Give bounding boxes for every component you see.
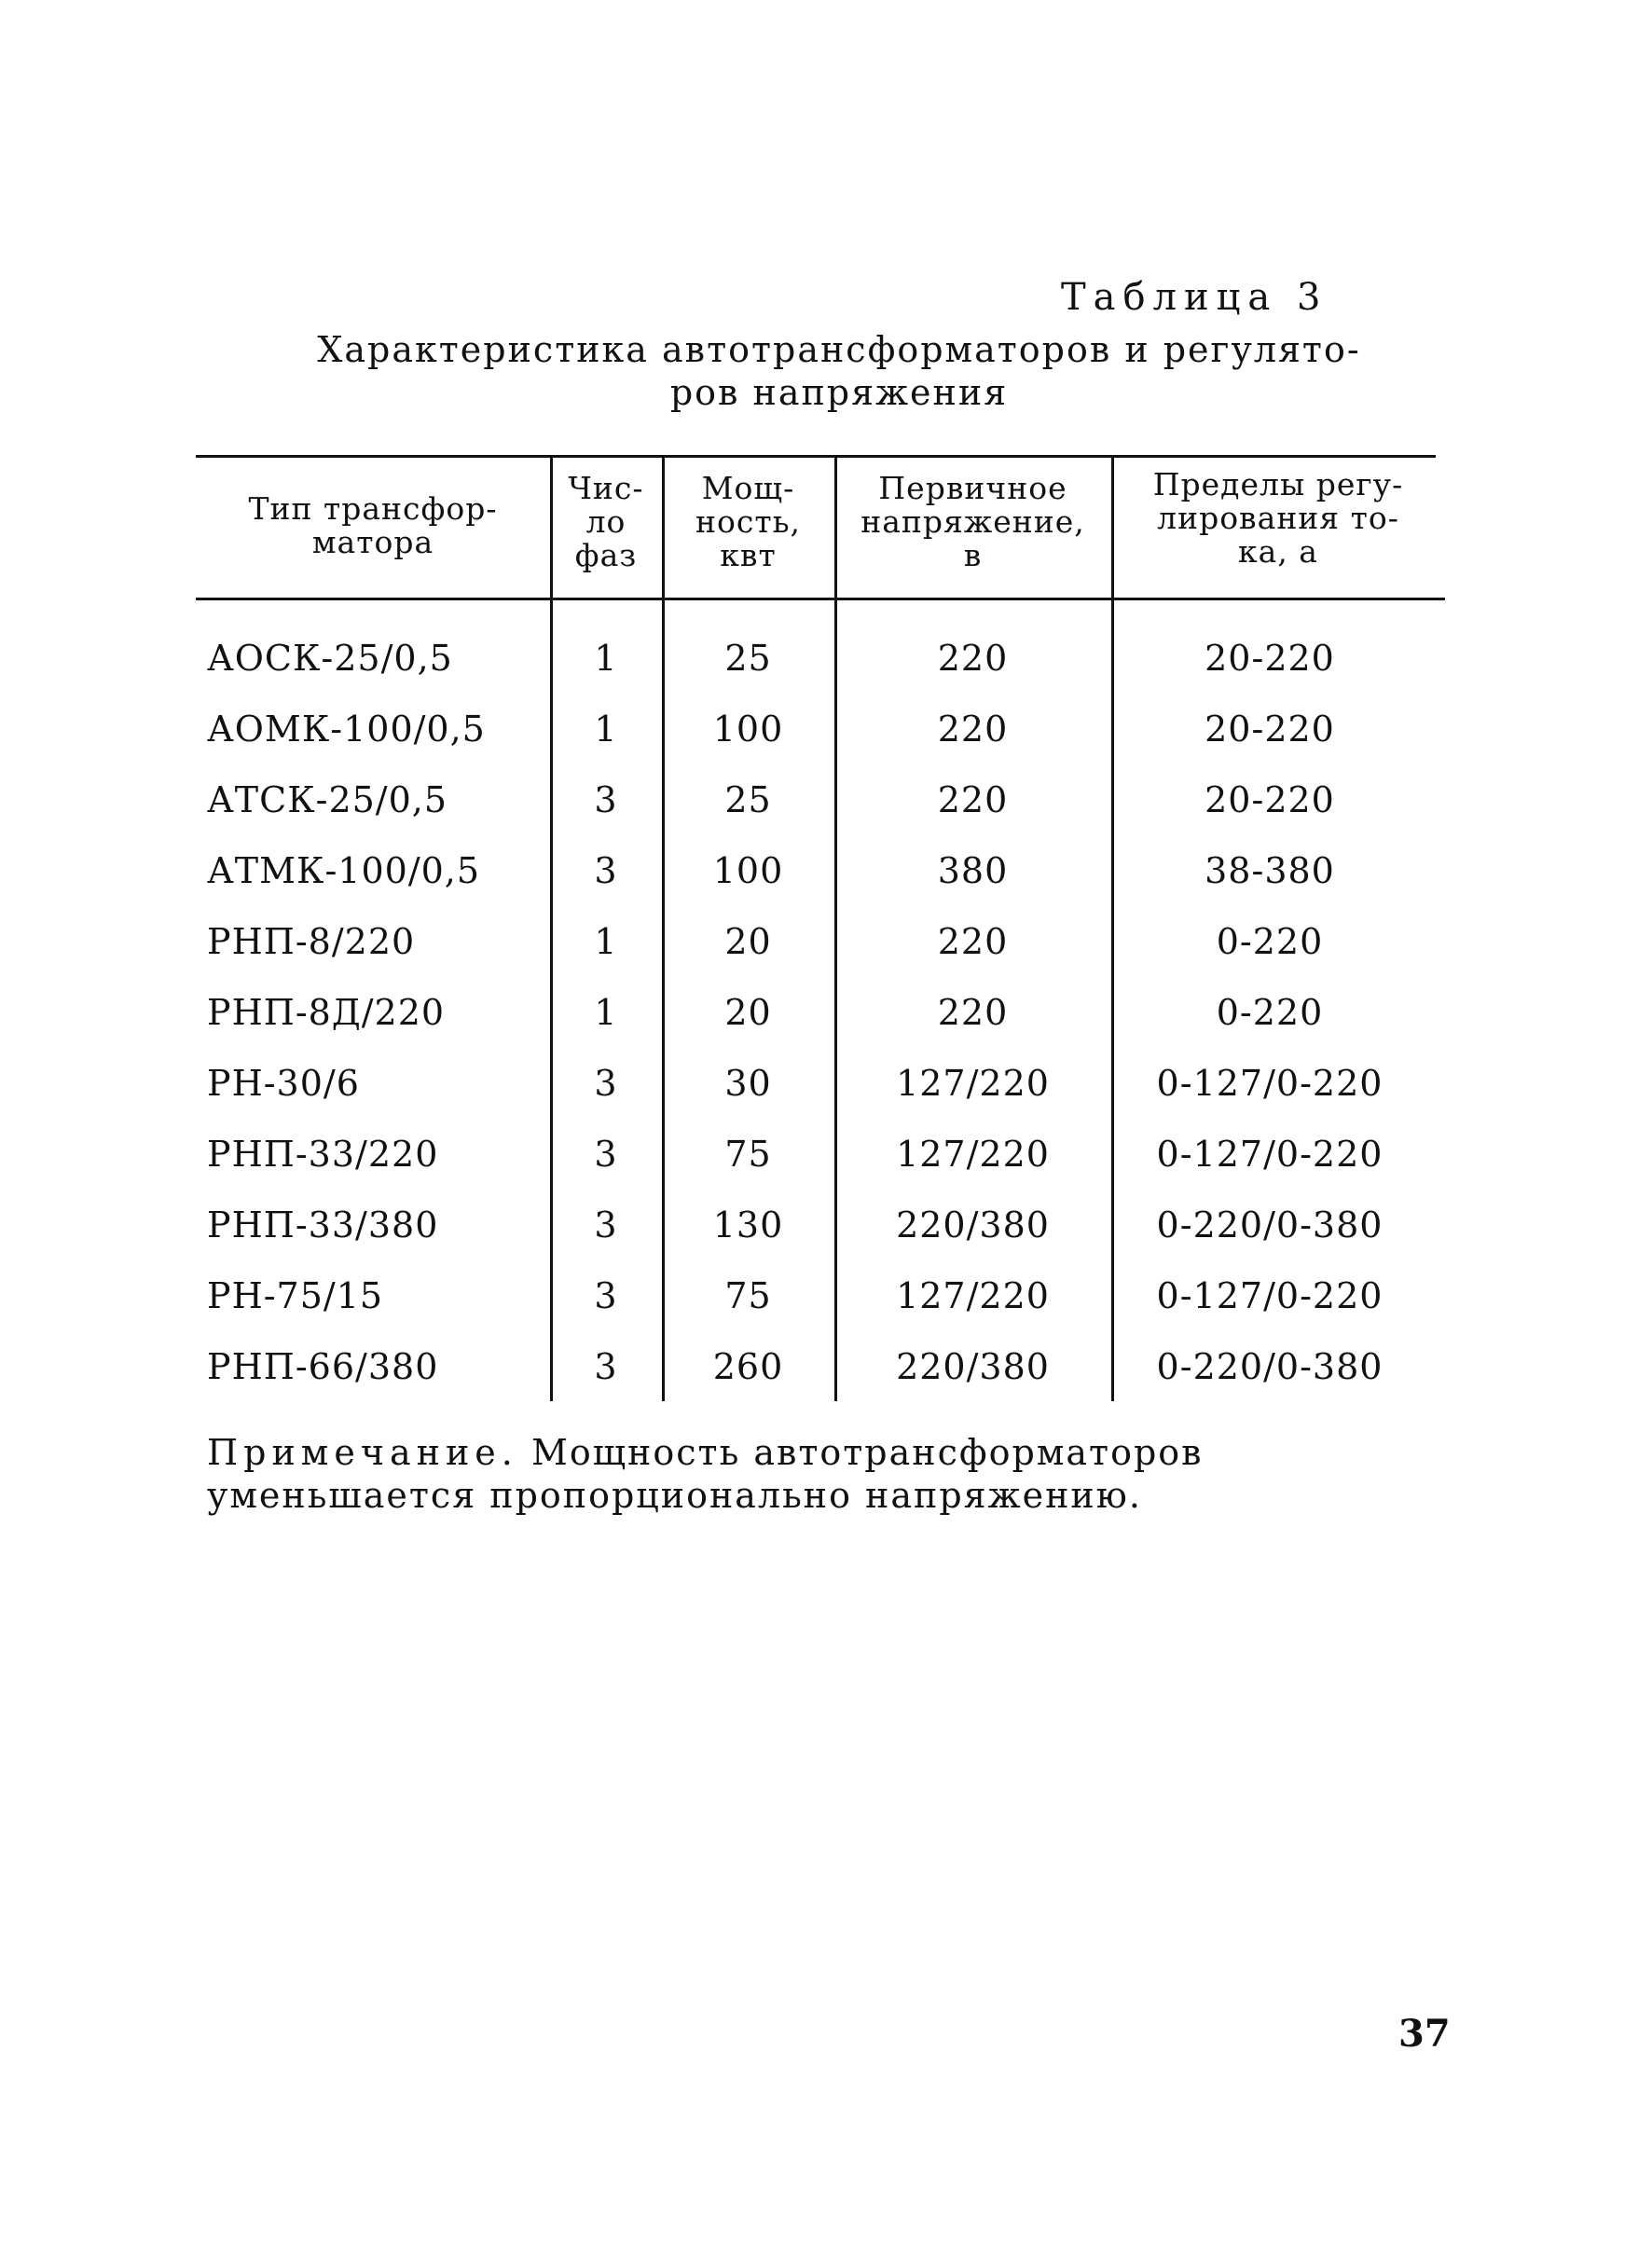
cell-phases: 3: [594, 1134, 618, 1175]
cell-type: РНП-33/380: [207, 1204, 439, 1245]
header-bottom-rule: [196, 598, 1445, 600]
cell-current-range: 20-220: [1205, 638, 1335, 679]
cell-primary-voltage: 220: [937, 709, 1009, 750]
table-top-rule: [196, 455, 1436, 458]
cell-power: 20: [724, 921, 772, 962]
header-current-range: Пределы регу- лирования то- ка, а: [1152, 466, 1404, 570]
page-number: 37: [1398, 2012, 1451, 2056]
cell-type: АОСК-25/0,5: [207, 638, 453, 679]
cell-type: РН-75/15: [207, 1275, 384, 1316]
cell-current-range: 0-127/0-220: [1156, 1134, 1384, 1175]
cell-type: РНП-66/380: [207, 1346, 439, 1387]
cell-phases: 3: [594, 1275, 618, 1316]
table-note: [207, 1431, 1456, 1517]
cell-current-range: 0-220: [1216, 992, 1324, 1033]
cell-phases: 3: [594, 1346, 618, 1387]
cell-power: 30: [724, 1063, 772, 1104]
header-primary-voltage: Первичное напряжение, в: [860, 470, 1085, 573]
cell-primary-voltage: 127/220: [896, 1063, 1050, 1104]
cell-power: 130: [712, 1204, 784, 1245]
cell-type: АОМК-100/0,5: [207, 709, 486, 750]
cell-power: 25: [724, 638, 772, 679]
cell-primary-voltage: 220/380: [896, 1346, 1050, 1387]
table-row: [196, 906, 1445, 977]
cell-phases: 3: [594, 779, 618, 820]
table-row: [196, 835, 1445, 906]
cell-current-range: 0-127/0-220: [1156, 1275, 1384, 1316]
cell-primary-voltage: 220: [937, 779, 1009, 820]
header-phases: Чис- ло фаз: [568, 470, 644, 573]
cell-primary-voltage: 380: [937, 850, 1009, 891]
table-label: Таблица 3: [1061, 276, 1328, 319]
cell-primary-voltage: 220: [937, 638, 1009, 679]
cell-phases: 3: [594, 850, 618, 891]
table-row: [196, 1331, 1445, 1402]
cell-primary-voltage: 220: [937, 921, 1009, 962]
table-row: [196, 1048, 1445, 1119]
cell-current-range: 0-220: [1216, 921, 1324, 962]
cell-current-range: 38-380: [1205, 850, 1335, 891]
table-row: [196, 1119, 1445, 1190]
table-row: [196, 977, 1445, 1048]
cell-current-range: 0-220/0-380: [1156, 1346, 1384, 1387]
cell-power: 100: [712, 850, 784, 891]
cell-power: 75: [724, 1275, 772, 1316]
cell-current-range: 0-220/0-380: [1156, 1204, 1384, 1245]
table-row: [196, 623, 1445, 694]
table-title: [214, 328, 1464, 414]
cell-current-range: 20-220: [1205, 709, 1335, 750]
specs-table: [196, 455, 1445, 1401]
cell-power: 20: [724, 992, 772, 1033]
cell-current-range: 20-220: [1205, 779, 1335, 820]
header-power: Мощ- ность, квт: [695, 470, 802, 573]
table-title-line-2: ров напряжения: [669, 372, 1009, 413]
cell-primary-voltage: 220/380: [896, 1204, 1050, 1245]
cell-power: 260: [712, 1346, 784, 1387]
cell-type: АТСК-25/0,5: [207, 779, 448, 820]
cell-phases: 1: [594, 709, 618, 750]
cell-phases: 3: [594, 1063, 618, 1104]
cell-type: РНП-8Д/220: [207, 992, 446, 1033]
table-row: [196, 764, 1445, 835]
cell-type: РНП-8/220: [207, 921, 416, 962]
cell-primary-voltage: 127/220: [896, 1275, 1050, 1316]
table-title-line-1: Характеристика автотрансформаторов и регулято-: [317, 329, 1361, 370]
cell-type: РН-30/6: [207, 1063, 360, 1104]
note-label: Примечание.: [207, 1432, 518, 1473]
cell-phases: 1: [594, 638, 618, 679]
note-text: Мощность автотрансформаторов уменьшается пропорционально напряжению.: [207, 1432, 1204, 1516]
header-type: Тип трансфор- матора: [248, 490, 498, 560]
cell-phases: 1: [594, 921, 618, 962]
cell-phases: 3: [594, 1204, 618, 1245]
cell-power: 100: [712, 709, 784, 750]
table-row: [196, 1190, 1445, 1260]
cell-type: АТМК-100/0,5: [207, 850, 481, 891]
cell-primary-voltage: 220: [937, 992, 1009, 1033]
table-row: [196, 694, 1445, 764]
table-row: [196, 1260, 1445, 1331]
cell-current-range: 0-127/0-220: [1156, 1063, 1384, 1104]
cell-primary-voltage: 127/220: [896, 1134, 1050, 1175]
cell-power: 25: [724, 779, 772, 820]
cell-power: 75: [724, 1134, 772, 1175]
cell-phases: 1: [594, 992, 618, 1033]
cell-type: РНП-33/220: [207, 1134, 439, 1175]
